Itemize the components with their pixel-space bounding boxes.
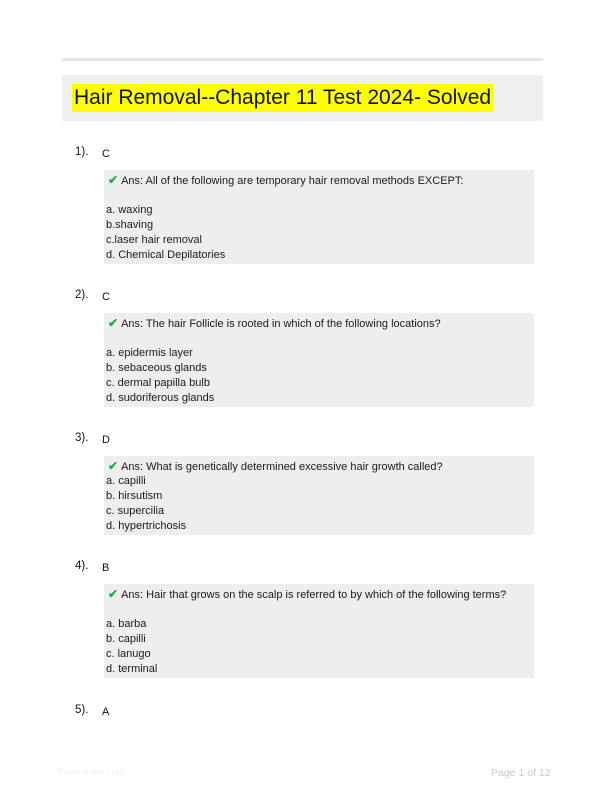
answer-box	[104, 456, 534, 535]
answer-prompt: ✔ Ans: All of the following are temporary hair removal methods EXCEPT:	[108, 173, 464, 187]
check-icon: ✔	[108, 173, 119, 187]
question-number: 2).	[75, 289, 89, 301]
answer-letter: A	[102, 706, 110, 718]
answer-box	[104, 584, 534, 678]
question-number: 5).	[75, 704, 89, 716]
option-a: a. waxing	[106, 204, 153, 216]
page-title: Hair Removal--Chapter 11 Test 2024- Solved	[72, 84, 493, 112]
option-d: d. hypertrichosis	[106, 520, 187, 532]
option-c: c. dermal papilla bulb	[106, 377, 210, 389]
option-c: c. lanugo	[106, 648, 151, 660]
top-divider	[62, 58, 543, 61]
check-icon: ✔	[108, 459, 119, 473]
option-c: c. supercilia	[106, 505, 165, 517]
answer-letter: D	[102, 434, 110, 446]
option-b: b. sebaceous glands	[106, 362, 207, 374]
option-b: b.shaving	[106, 219, 154, 231]
check-icon: ✔	[108, 316, 119, 330]
answer-letter: B	[102, 562, 110, 574]
answer-letter: C	[102, 148, 110, 160]
option-b: b. capilli	[106, 633, 146, 645]
option-c: c.laser hair removal	[106, 234, 202, 246]
option-a: a. epidermis layer	[106, 347, 193, 359]
option-a: a. barba	[106, 618, 147, 630]
option-d: d. terminal	[106, 663, 158, 675]
footer-watermark: Paperbiddr.com	[58, 767, 125, 778]
answer-box	[104, 313, 534, 407]
option-d: d. sudoriferous glands	[106, 392, 215, 404]
answer-prompt: ✔ Ans: Hair that grows on the scalp is referred to by which of the following terms?	[108, 587, 507, 601]
option-a: a. capilli	[106, 475, 146, 487]
page-number: Page 1 of 12	[491, 767, 551, 779]
question-number: 3).	[75, 432, 89, 444]
answer-prompt: ✔ Ans: What is genetically determined excessive hair growth called?	[108, 459, 443, 473]
title-banner	[62, 75, 543, 121]
answer-box	[104, 170, 534, 264]
option-d: d. Chemical Depilatories	[106, 249, 226, 261]
question-number: 4).	[75, 560, 89, 572]
answer-letter: C	[102, 291, 110, 303]
option-b: b. hirsutism	[106, 490, 163, 502]
check-icon: ✔	[108, 587, 119, 601]
answer-prompt: ✔ Ans: The hair Follicle is rooted in which of the following locations?	[108, 316, 441, 330]
question-number: 1).	[75, 146, 89, 158]
